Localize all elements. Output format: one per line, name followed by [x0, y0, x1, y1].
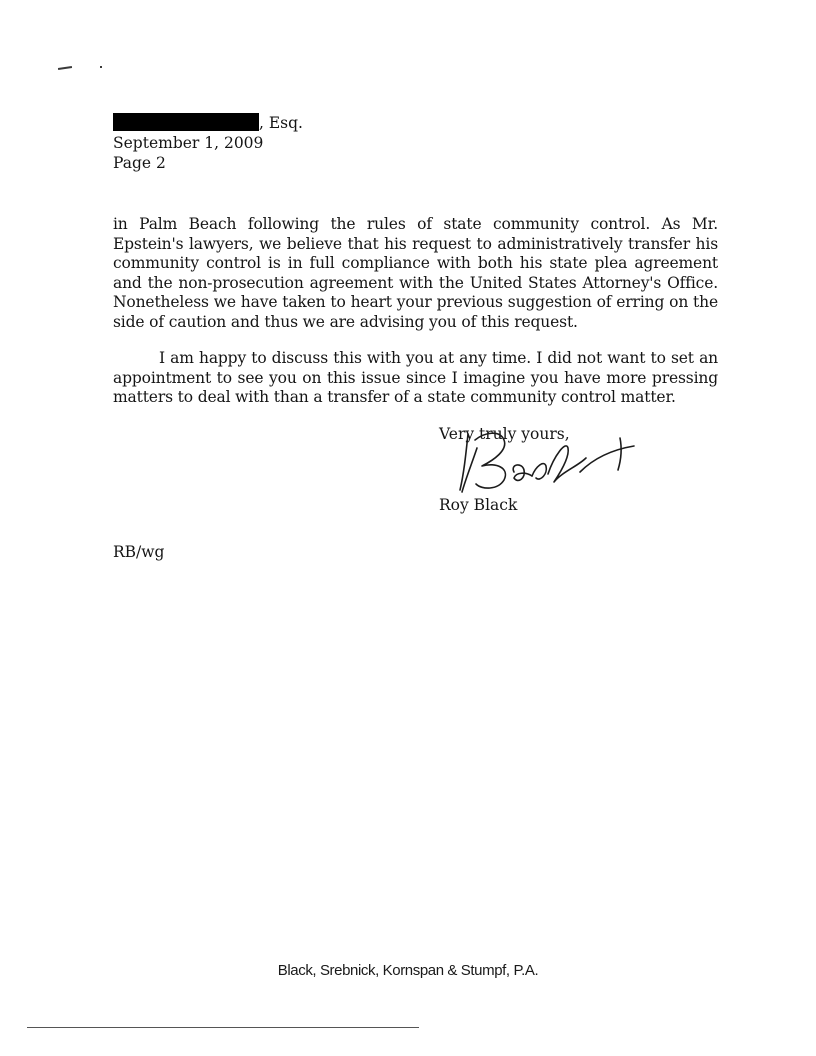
- firm-footer: Black, Srebnick, Kornspan & Stumpf, P.A.: [277, 962, 539, 979]
- closing: Very truly yours,: [439, 425, 570, 443]
- recipient-suffix: , Esq.: [259, 114, 303, 132]
- handwritten-signature: [420, 418, 660, 498]
- footer-rule: [27, 1027, 419, 1028]
- body-paragraph-1: [113, 215, 718, 332]
- typist-initials: RB/wg: [113, 543, 165, 561]
- body-paragraph-2: [113, 349, 718, 408]
- page-number: Page 2: [113, 154, 166, 172]
- signer-name: Roy Black: [439, 496, 518, 514]
- redaction-box: [113, 113, 259, 131]
- scan-speck: [58, 66, 72, 70]
- recipient-line: [113, 113, 303, 133]
- letter-date: September 1, 2009: [113, 134, 264, 152]
- body-paragraph-2-text: I am happy to discuss this with you at any time. I did not want to set an appointment to see you on this issue since I imagine you have more pressing matters to deal with than a transfer of a state community control matter.: [113, 349, 718, 406]
- body-paragraph-1-text: in Palm Beach following the rules of state community control. As Mr. Epstein's lawyers, we believe that his request to administratively transfer his community control is in full compliance with both his state plea agreement and the non-prosecution agreement with the United States Attorney's Office. Nonetheless we have taken to heart your previous suggestion of erring on the side of caution and thus we are advising you of this request.: [113, 215, 718, 331]
- scan-speck: [100, 66, 102, 68]
